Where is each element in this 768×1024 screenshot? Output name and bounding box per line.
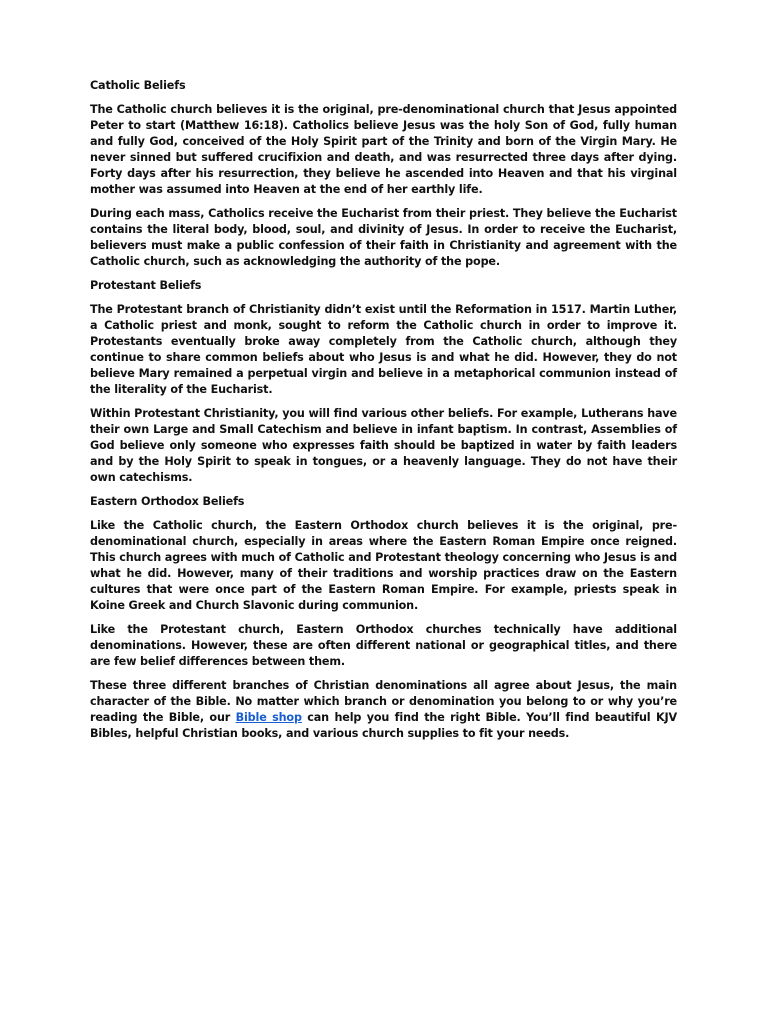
document-page <box>90 78 677 750</box>
section-protestant-beliefs <box>90 278 677 486</box>
paragraph: The Catholic church believes it is the original, pre-denominational church that Jesus appointed Peter to start (Matthew 16:18). Catholics believe Jesus was the holy Son of God, fully human and fully God, conceived of the Holy Spirit part of the Trinity and born of the Virgin Mary. He never sinned but suffered crucifixion and death, and was resurrected three days after dying. Forty days after his resurrection, they believe he ascended into Heaven and that his virginal mother was assumed into Heaven at the end of her earthly life. <box>90 103 677 196</box>
paragraph: Like the Catholic church, the Eastern Orthodox church believes it is the original, pre-denominational church, especially in areas where the Eastern Roman Empire once reigned. This church agrees with much of Catholic and Protestant theology concerning who Jesus is and what he did. However, many of their traditions and worship practices draw on the Eastern cultures that were once part of the Eastern Roman Empire. For example, priests speak in Koine Greek and Church Slavonic during communion. <box>90 519 677 612</box>
paragraph: The Protestant branch of Christianity didn’t exist until the Reformation in 1517. Martin Luther, a Catholic priest and monk, sought to reform the Catholic church in order to improve it. Protestants eventually broke away completely from the Catholic church, although they continue to share common beliefs about who Jesus is and what he did. However, they do not believe Mary remained a perpetual virgin and believe in a metaphorical communion instead of the literality of the Eucharist. <box>90 303 677 396</box>
section-catholic-beliefs <box>90 78 677 270</box>
closing-text-before-link: These three different branches of Christian denominations all agree about Jesus, the main character of the Bible. No matter which branch or denomination you belong to or why you’re reading the Bible, our <box>90 679 677 724</box>
section-heading: Eastern Orthodox Beliefs <box>90 495 245 508</box>
paragraph: Like the Protestant church, Eastern Orthodox churches technically have additional denominations. However, these are often different national or geographical titles, and there are few belief differences between them. <box>90 623 677 668</box>
section-eastern-orthodox-beliefs <box>90 494 677 670</box>
section-heading: Protestant Beliefs <box>90 279 202 292</box>
bible-shop-link[interactable]: Bible shop <box>235 711 302 724</box>
paragraph: Within Protestant Christianity, you will find various other beliefs. For example, Lutherans have their own Large and Small Catechism and believe in infant baptism. In contrast, Assemblies of God believe only someone who expresses faith should be baptized in water by faith leaders and by the Holy Spirit to speak in tongues, or a heavenly language. They do not have their own catechisms. <box>90 407 677 484</box>
closing-text-after-link: can help you find the right Bible. You’ll find beautiful KJV Bibles, helpful Christian books, and various church supplies to fit your needs. <box>90 711 677 740</box>
section-heading: Catholic Beliefs <box>90 79 186 92</box>
paragraph: During each mass, Catholics receive the Eucharist from their priest. They believe the Eucharist contains the literal body, blood, soul, and divinity of Jesus. In order to receive the Eucharist, believers must make a public confession of their faith in Christianity and agreement with the Catholic church, such as acknowledging the authority of the pope. <box>90 207 677 268</box>
closing-paragraph <box>90 678 677 742</box>
